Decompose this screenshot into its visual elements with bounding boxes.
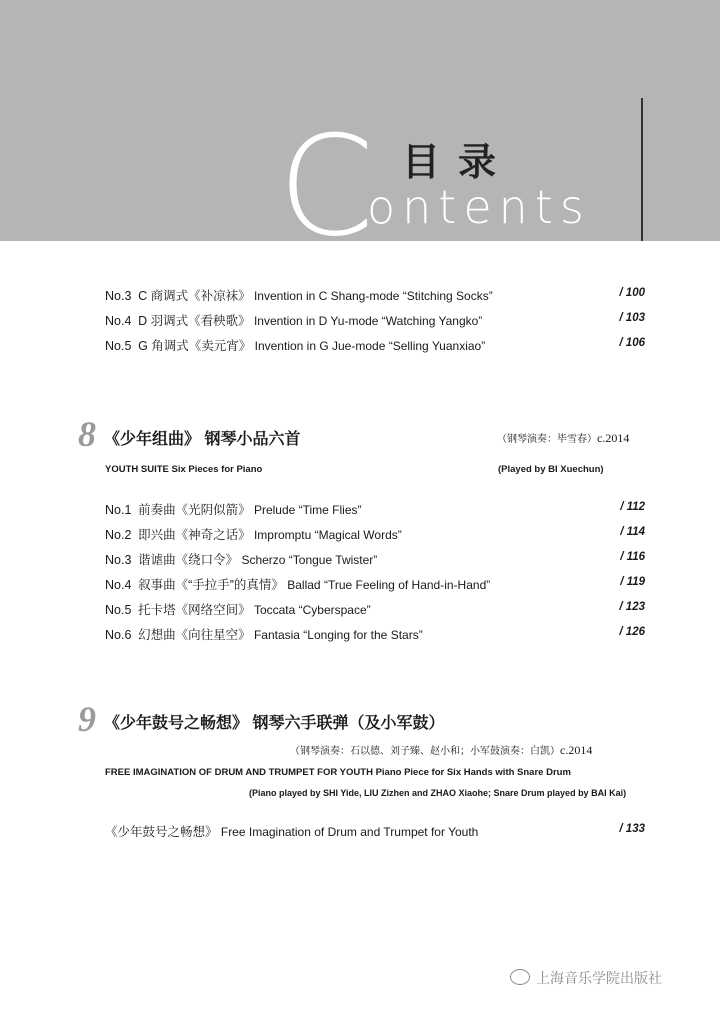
entry-page: / 103 — [619, 312, 645, 324]
contents-big-letter: C — [278, 106, 375, 267]
entry-number: No.1 — [105, 503, 132, 517]
entry-title-en: Toccata “Cyberspace” — [253, 603, 371, 617]
entry-page: / 106 — [619, 337, 645, 349]
entry-title-cn: D 羽调式《看秧歌》 — [138, 314, 251, 328]
entry-number: No.3 — [105, 553, 132, 567]
entry-page: / 133 — [619, 823, 645, 835]
entry-title-cn: 《少年鼓号之畅想》 — [105, 825, 218, 839]
toc-entry[interactable] — [105, 625, 645, 645]
toc-entry[interactable] — [105, 525, 645, 545]
section-title-en: YOUTH SUITE Six Pieces for Piano — [105, 464, 263, 475]
entry-page: / 126 — [619, 626, 645, 638]
section-performer-cn — [290, 742, 592, 758]
entry-number: No.3 — [105, 289, 132, 303]
page-title-cn: 目录 — [402, 140, 515, 184]
entry-title-cn: 前奏曲《光阴似箭》 — [138, 503, 251, 517]
toc-entry[interactable] — [105, 822, 645, 842]
entry-title-en: Free Imagination of Drum and Trumpet for Youth — [220, 825, 479, 839]
header-divider — [641, 98, 643, 241]
entry-title-en: Invention in D Yu-mode “Watching Yangko” — [253, 314, 483, 328]
toc-entry[interactable] — [105, 600, 645, 620]
section-title-en: FREE IMAGINATION OF DRUM AND TRUMPET FOR YOUTH Piano Piece for Six Hands with Snare Drum — [105, 767, 571, 778]
section-performer-en: (Piano played by SHI Yide, LIU Zizhen and ZHAO Xiaohe; Snare Drum played by BAI Kai) — [249, 788, 627, 798]
entry-title-cn: G 角调式《卖元宵》 — [138, 339, 252, 353]
entry-number: No.5 — [105, 603, 132, 617]
entry-title-en: Impromptu “Magical Words” — [253, 528, 402, 542]
entry-title-en: Invention in G Jue-mode “Selling Yuanxiao” — [254, 339, 486, 353]
entry-page: / 114 — [620, 526, 645, 538]
toc-entry[interactable] — [105, 500, 645, 520]
entry-page: / 119 — [620, 576, 645, 588]
publisher-name: 上海音乐学院出版社 — [536, 970, 662, 986]
entry-title-en: Ballad “True Feeling of Hand-in-Hand” — [287, 578, 491, 592]
entry-title-en: Prelude “Time Flies” — [253, 503, 362, 517]
entry-title-cn: 幻想曲《向往星空》 — [138, 628, 251, 642]
toc-entry[interactable] — [105, 575, 645, 595]
entry-title-en: Invention in C Shang-mode “Stitching Socks” — [253, 289, 493, 303]
page-title-en: ontents — [367, 180, 591, 234]
entry-page: / 123 — [619, 601, 645, 613]
entry-number: No.5 — [105, 339, 132, 353]
entry-number: No.6 — [105, 628, 132, 642]
performer-cn: （钢琴演奏：毕雪春） — [497, 434, 597, 445]
entry-page: / 116 — [620, 551, 645, 563]
entry-title-cn: 即兴曲《神奇之话》 — [138, 528, 251, 542]
toc-entry[interactable] — [105, 286, 645, 306]
section-title: 《少年鼓号之畅想》 钢琴六手联弹（及小军鼓） — [104, 715, 445, 732]
entry-title-en: Fantasia “Longing for the Stars” — [253, 628, 423, 642]
entry-title-en: Scherzo “Tongue Twister” — [241, 553, 378, 567]
section-year: c.2014 — [597, 431, 630, 445]
entry-number: No.4 — [105, 578, 132, 592]
section-performer-en: (Played by BI Xuechun) — [498, 464, 604, 475]
toc-entry[interactable] — [105, 336, 645, 356]
entry-title-cn: C 商调式《补凉袜》 — [138, 289, 251, 303]
toc-entry[interactable] — [105, 311, 645, 331]
header-band — [0, 0, 720, 267]
section-title: 《少年组曲》 钢琴小品六首 — [104, 431, 301, 448]
publisher-watermark — [510, 968, 662, 988]
entry-number: No.2 — [105, 528, 132, 542]
entry-page: / 100 — [619, 287, 645, 299]
section-number: 8 — [78, 414, 96, 454]
wechat-icon — [510, 969, 530, 985]
section-number: 9 — [78, 699, 96, 739]
entry-number: No.4 — [105, 314, 132, 328]
entry-page: / 112 — [620, 501, 645, 513]
entry-title-cn: 叙事曲《“手拉手”的真情》 — [138, 578, 284, 592]
section-year: c.2014 — [560, 743, 593, 757]
entry-title-cn: 谐谑曲《绕口令》 — [138, 553, 239, 567]
toc-entry[interactable] — [105, 550, 645, 570]
entry-title-cn: 托卡塔《网络空间》 — [138, 603, 251, 617]
performer-cn: （钢琴演奏：石以德、刘子臻、赵小和；小军鼓演奏：白凯） — [290, 746, 560, 757]
section-performer-cn — [497, 430, 629, 446]
